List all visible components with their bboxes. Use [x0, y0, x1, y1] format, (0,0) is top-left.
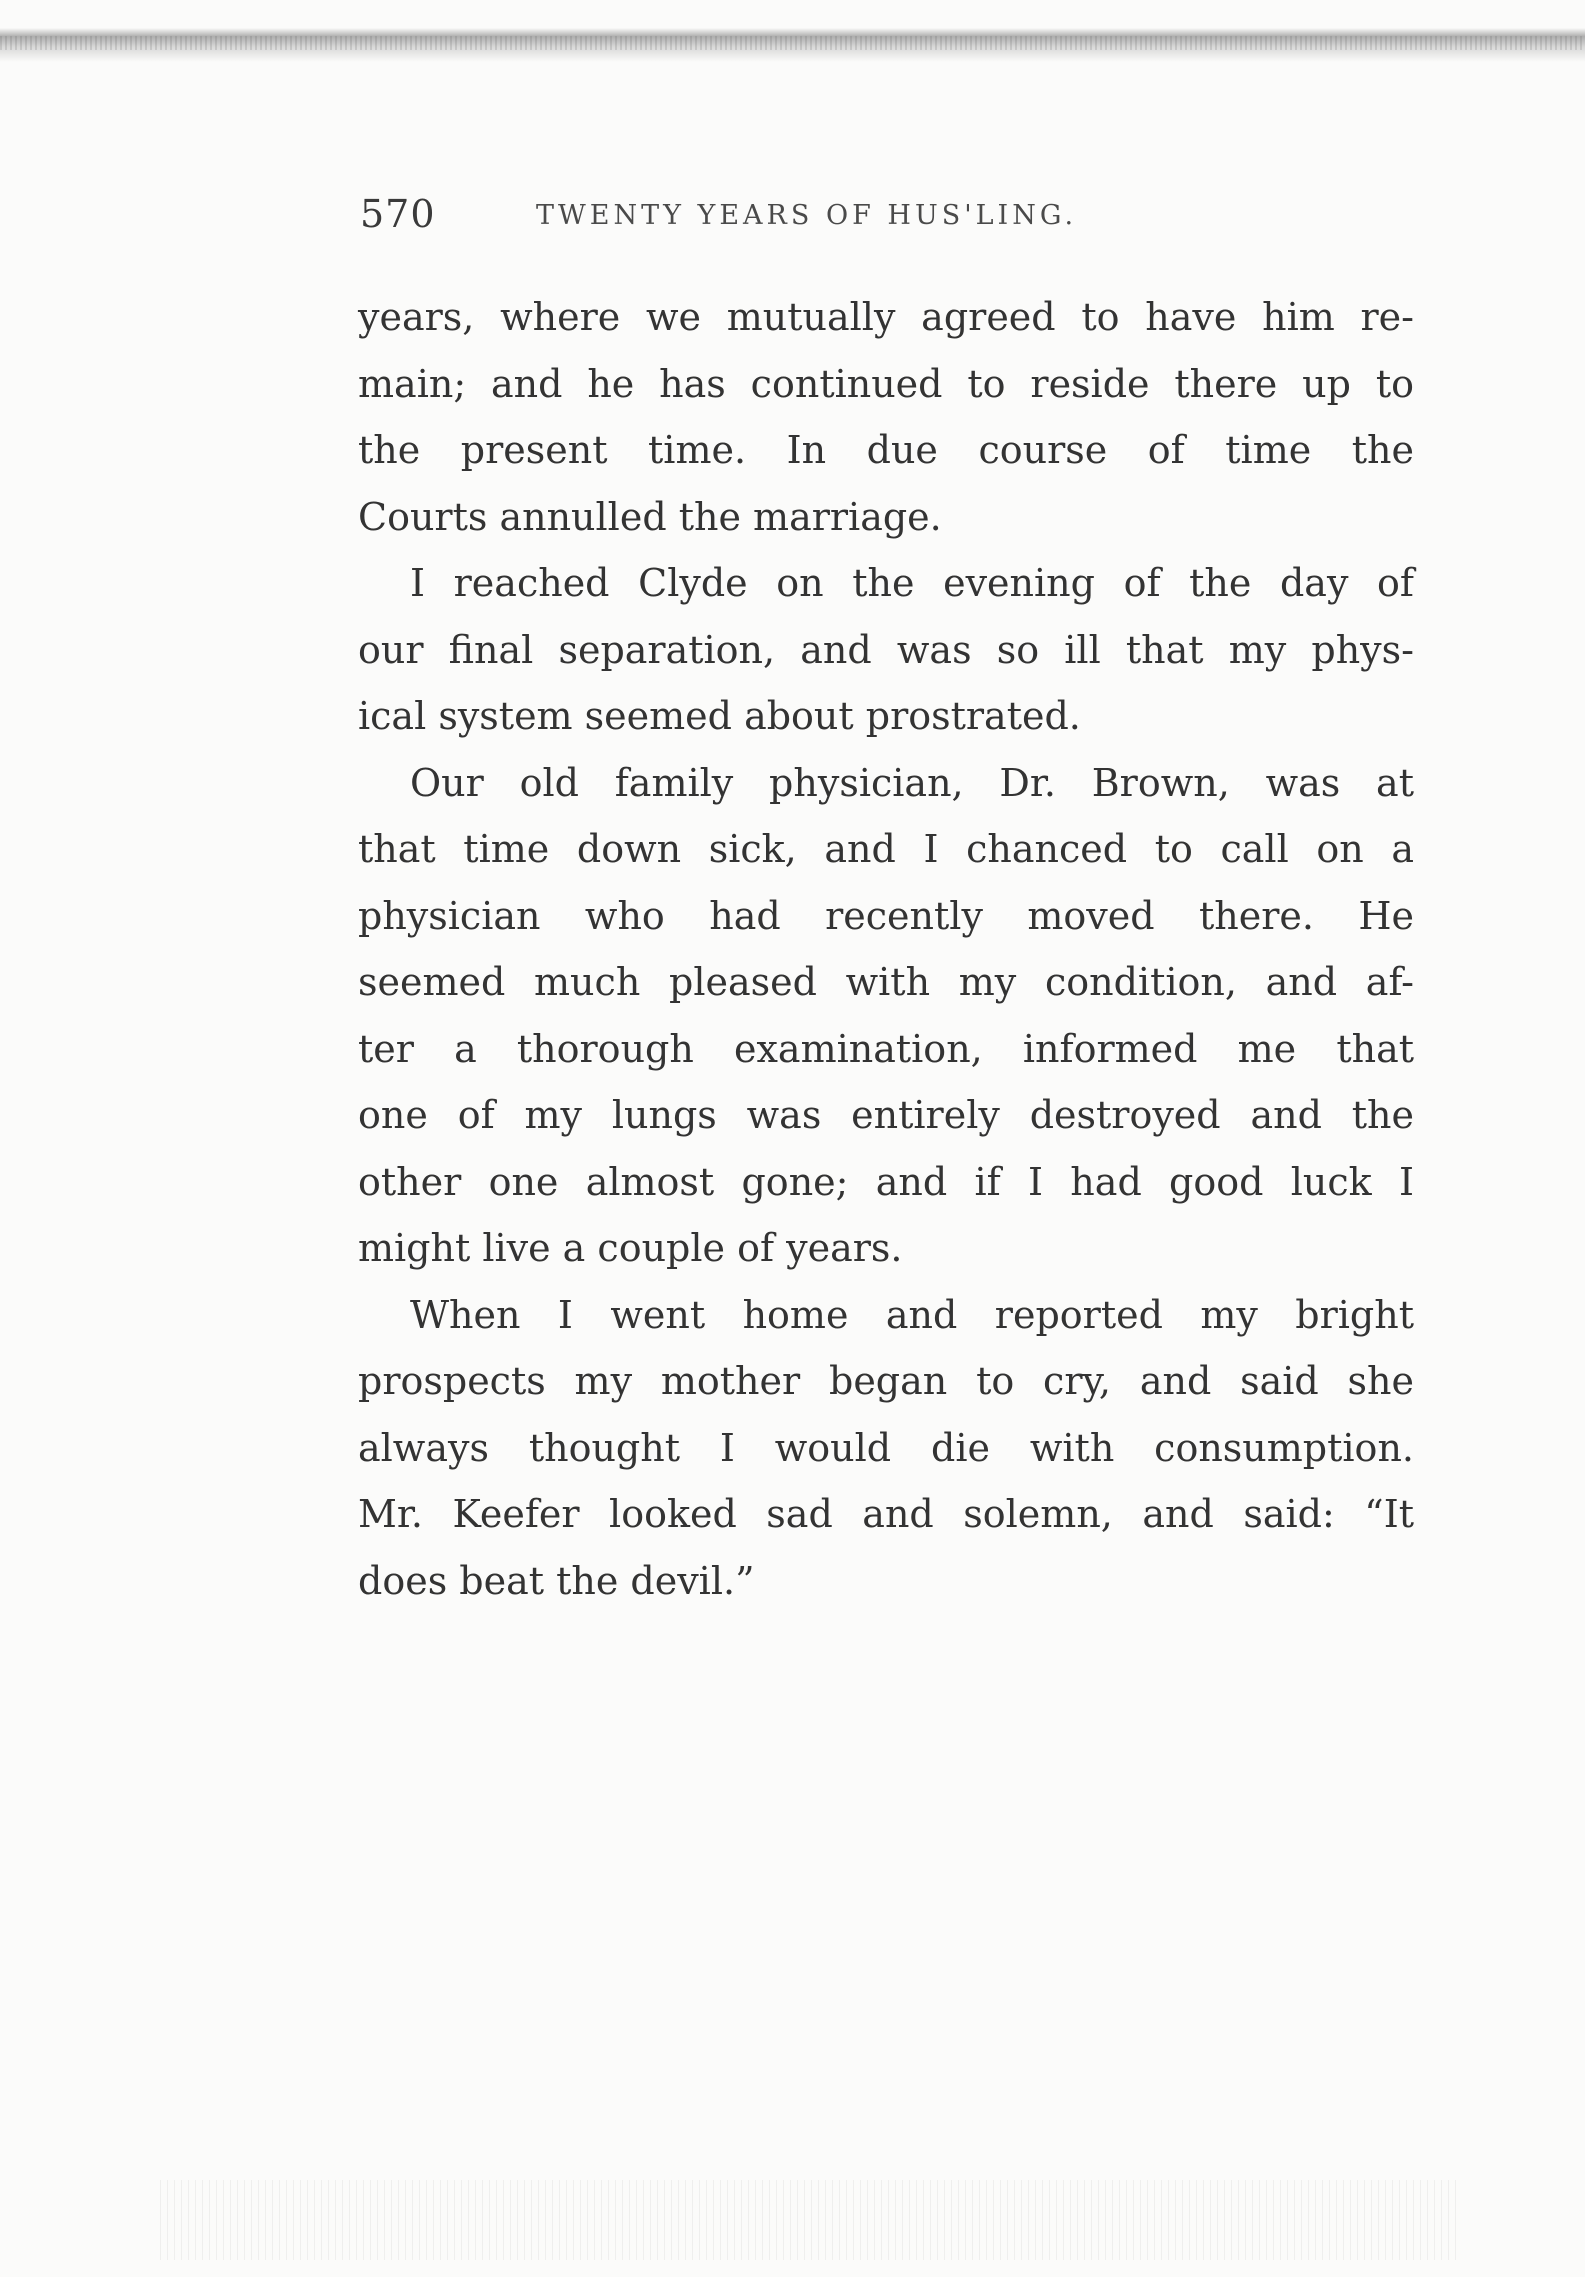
text-line: other one almost gone; and if I had good luck I [358, 1159, 1414, 1204]
text-line: might live a couple of years. [358, 1226, 903, 1270]
text-line: our final separation, and was so ill that my phys- [358, 627, 1414, 672]
text-line: the present time. In due course of time the [358, 428, 1414, 472]
page-bottom-speckle [160, 2180, 1460, 2260]
text-line: years, where we mutually agreed to have him re- [358, 295, 1414, 339]
text-line: Mr. Keefer looked sad and solemn, and said: “It [358, 1492, 1414, 1536]
running-head: TWENTY YEARS OF HUS'LING. [536, 200, 1078, 231]
text-line: Courts annulled the marriage. [358, 494, 942, 539]
text-line: always thought I would die with consumption. [358, 1425, 1414, 1470]
paragraph [358, 550, 1414, 750]
text-line: main; and he has continued to reside there up to [358, 361, 1414, 406]
text-line: ter a thorough examination, informed me that [358, 1026, 1414, 1071]
paragraph [358, 750, 1414, 1282]
text-line: seemed much pleased with my condition, and af- [358, 960, 1414, 1004]
text-line: one of my lungs was entirely destroyed and the [358, 1093, 1414, 1137]
text-line: does beat the devil.” [358, 1558, 755, 1603]
page-top-edge-grain [0, 36, 1585, 50]
text-line: When I went home and reported my bright [410, 1292, 1414, 1337]
body-text [358, 284, 1414, 1614]
text-line: prospects my mother began to cry, and said she [358, 1359, 1414, 1403]
text-line: I reached Clyde on the evening of the day of [410, 561, 1414, 605]
page-header [360, 192, 1260, 252]
paragraph [358, 1282, 1414, 1615]
text-line: physician who had recently moved there. He [358, 893, 1414, 938]
text-line: that time down sick, and I chanced to call on a [358, 827, 1414, 871]
text-line: ical system seemed about prostrated. [358, 694, 1081, 738]
text-line: Our old family physician, Dr. Brown, was at [410, 760, 1414, 805]
page-number: 570 [360, 192, 436, 236]
paragraph [358, 284, 1414, 550]
